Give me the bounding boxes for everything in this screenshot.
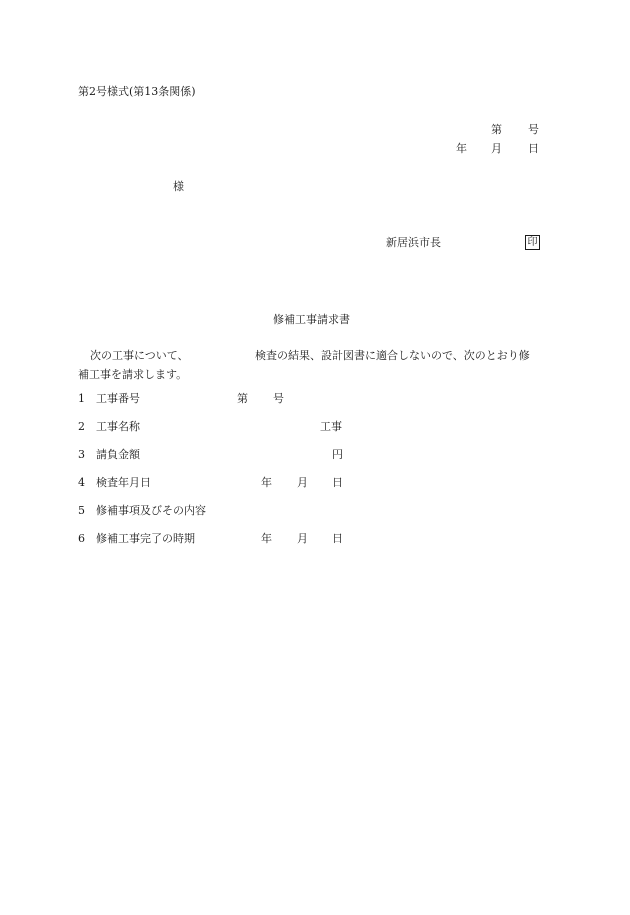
item-number: 6 [78, 532, 85, 545]
item-value: 円 [332, 448, 343, 461]
issuer-title: 新居浜市長 [386, 236, 441, 249]
doc-number-go: 号 [528, 123, 539, 136]
date-month: 月 [491, 142, 502, 155]
doc-number-dai: 第 [491, 123, 502, 136]
item-label: 工事名称 [96, 420, 140, 433]
item-value: 日 [332, 476, 343, 489]
body-line2: 補工事を請求します。 [78, 368, 188, 381]
item-label: 請負金額 [96, 448, 140, 461]
item-value: 日 [332, 532, 343, 545]
item-number: 4 [78, 476, 85, 489]
item-label: 修補工事完了の時期 [96, 532, 195, 545]
seal-mark: 印 [525, 235, 540, 250]
document-title: 修補工事請求書 [273, 313, 350, 326]
item-label: 検査年月日 [96, 476, 151, 489]
item-label: 修補事項及びその内容 [96, 504, 206, 517]
item-number: 2 [78, 420, 85, 433]
item-label: 工事番号 [96, 392, 140, 405]
date-year: 年 [456, 142, 467, 155]
item-value: 年 [261, 476, 272, 489]
item-number: 5 [78, 504, 85, 517]
item-value: 月 [297, 532, 308, 545]
item-value: 月 [297, 476, 308, 489]
item-value: 号 [273, 392, 284, 405]
body-line1-b: 検査の結果、設計図書に適合しないので、次のとおり修 [255, 349, 530, 362]
form-label: 第2号様式(第13条関係) [78, 85, 196, 98]
body-line1-a: 次の工事について、 [90, 349, 189, 362]
item-value: 年 [261, 532, 272, 545]
date-day: 日 [528, 142, 539, 155]
item-number: 3 [78, 448, 85, 461]
item-number: 1 [78, 392, 85, 405]
item-value: 工事 [320, 420, 342, 433]
addressee-suffix: 様 [173, 180, 184, 193]
item-value: 第 [237, 392, 248, 405]
